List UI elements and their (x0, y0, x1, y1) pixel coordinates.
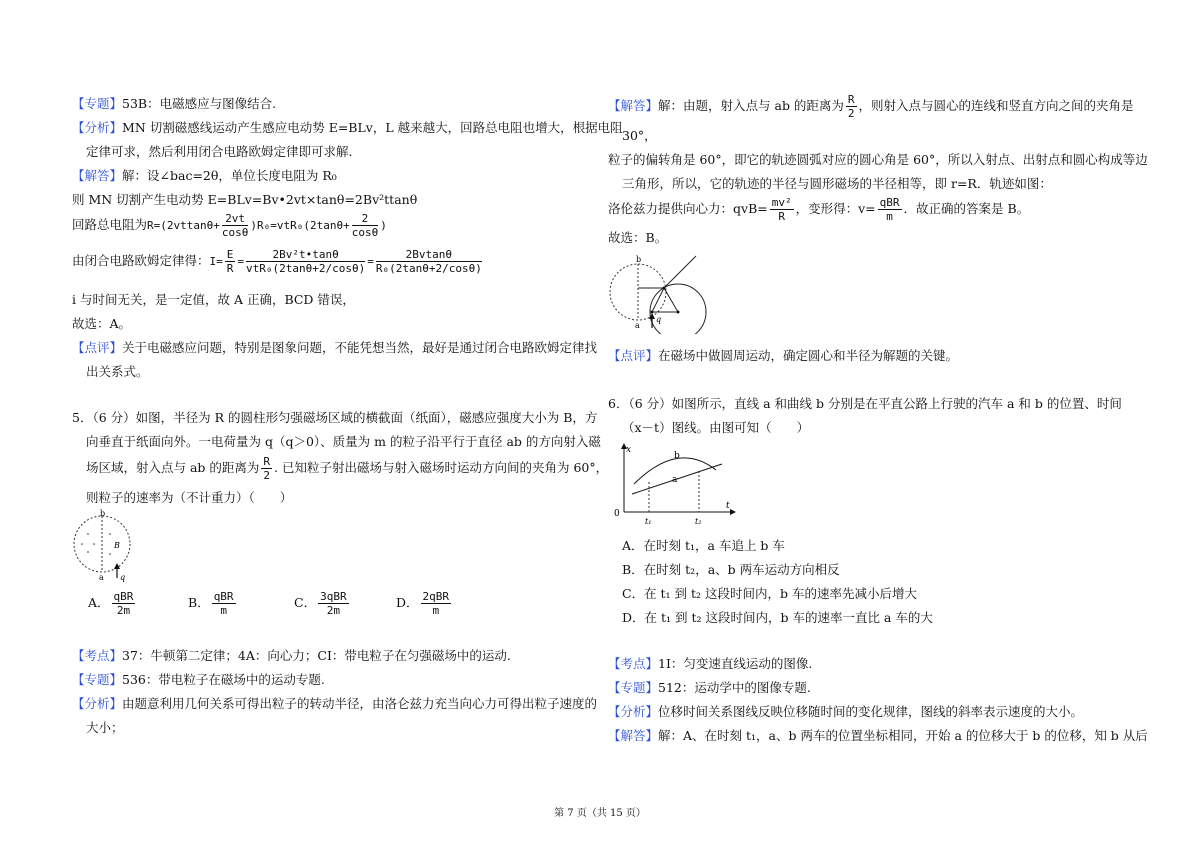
q5-analysis-cont: 大小； (86, 720, 124, 735)
exit-direction-line (664, 256, 696, 288)
fraction: $\frac{\text{2Bv²t•tanθ}}{\text{vtR₀(2tanθ+2/cosθ)}}$ (246, 248, 366, 275)
label-a: a (99, 573, 104, 582)
q5-analysis: 【分析】由题意利用几何关系可得出粒子的转动半径，由洛仑兹力充当向心力可得出粒子速度的 (72, 696, 598, 711)
p4-choice: 故选：A。 (72, 316, 132, 331)
q5-stem-4: 则粒子的速率为（不计重力）（ ） (86, 490, 293, 505)
q5-option-c[interactable]: C． $\frac{\text{3qBR}}{2m}$ (294, 590, 347, 617)
label-a: a (672, 475, 678, 485)
q6-analysis: 【分析】位移时间关系图线反映位移随时间的变化规律，图线的斜率表示速度的大小。 (608, 704, 1084, 719)
q6-option-c[interactable]: C．在 t₁ 到 t₂ 这段时间内，b 车的速率先减小后增大 (622, 586, 918, 601)
label-x: x (626, 445, 632, 455)
fraction: $\frac{R}{2}$ (263, 455, 271, 482)
p4-answer: 【解答】解：设∠bac=2θ，单位长度电阻为 R₀ (72, 168, 337, 183)
q5-option-a[interactable]: A． $\frac{\text{qBR}}{2m}$ (88, 590, 134, 617)
q5-option-d[interactable]: D． $\frac{\text{2qBR}}{m}$ (396, 590, 450, 617)
q5-answer-1: 【解答】解：由题，射入点与 ab 的距离为 $\frac{R}{2}$ ，则射入点与圆心的连线和竖直方向之间的夹角是 (608, 93, 1134, 120)
label-t: t (726, 501, 730, 511)
label-b: b (636, 255, 642, 264)
q5-answer-2: 30°， (622, 128, 657, 143)
radius-line (652, 288, 664, 312)
q5-figure (72, 508, 142, 586)
q6-option-d[interactable]: D．在 t₁ 到 t₂ 这段时间内，b 车的速率一直比 a 车的大 (622, 610, 933, 625)
p4-topic: 【专题】53B：电磁感应与图像结合. (72, 96, 277, 111)
label-b: b (674, 451, 680, 461)
label-B: B (114, 541, 120, 550)
p4-result: i 与时间无关，是一定值，故 A 正确，BCD 错误， (72, 292, 355, 307)
q5-stem-2: 向垂直于纸面向外。一电荷量为 q（q＞0）、质量为 m 的粒子沿平行于直径 ab 的方向射入磁 (86, 434, 601, 449)
q5-choice: 故选：B。 (608, 230, 668, 245)
q6-option-b[interactable]: B．在时刻 t₂，a、b 两车运动方向相反 (622, 562, 840, 577)
fraction: $\frac{\text{3qBR}}{2m}$ (320, 590, 347, 617)
label-a: a (635, 321, 640, 330)
q5-trajectory-figure (608, 250, 738, 334)
q6-point: 【考点】1I：匀变速直线运动的图像. (608, 656, 813, 671)
label-t2: t₂ (695, 517, 702, 526)
q5-stem-3: 场区域，射入点与 ab 的距离为 $\frac{R}{2}$ . 已知粒子射出磁场与射入磁场时运动方向间的夹角为 60°， (86, 455, 609, 482)
fraction: $\frac{\text{qBR}}{m}$ (213, 590, 234, 617)
q5-option-b[interactable]: B． $\frac{\text{qBR}}{m}$ (188, 590, 234, 617)
q6-answer: 【解答】解：A、在时刻 t₁，a、b 两车的位置坐标相同，开始 a 的位移大于 b 的位移，知 b 从后 (608, 728, 1148, 743)
q6-stem-2: （x－t）图线。由图可知（ ） (622, 420, 810, 435)
p4-resistance-line: 回路总电阻为R=(2vttanθ+ $\frac{2vt}{\cos\theta}$ )R₀=vtR₀(2tanθ+ $\frac{2}{\cos\theta}$ ) (72, 212, 387, 239)
fraction: $\frac{\text{qBR}}{m}$ (879, 196, 900, 223)
radius-line (664, 288, 678, 312)
q5-review: 【点评】在磁场中做圆周运动，确定圆心和半径为解题的关键。 (608, 348, 959, 363)
trajectory-circle (650, 284, 706, 334)
q5-answer-5: 洛伦兹力提供向心力：qvB= $\frac{\text{mv²}}{R}$ ，变形得：v= $\frac{\text{qBR}}{m}$ ．故正确的答案是 B。 (608, 196, 1030, 223)
label-t1: t₁ (645, 517, 652, 526)
q5-stem-1: 5．（6 分）如图，半径为 R 的圆柱形匀强磁场区域的横截面（纸面），磁感应强度大小为 B，方 (72, 410, 598, 425)
fraction: $\frac{\text{mv²}}{R}$ (771, 196, 792, 223)
label-q: q (656, 315, 662, 324)
q5-answer-3: 粒子的偏转角是 60°，即它的轨迹圆弧对应的圆心角是 60°，所以入射点、出射点和圆心构成等边 (608, 152, 1148, 167)
p4-current-line: 由闭合电路欧姆定律得：I= $\frac{E}{R}$ = $\frac{\text{2Bv²t•tanθ}}{\text{vtR₀(2tanθ+2/cosθ)}}$ = $\frac{2Bvtan\theta}{\text{R₀(2tanθ+2/cosθ)}}$ (72, 248, 482, 275)
q6-topic: 【专题】512：运动学中的图像专题. (608, 680, 811, 695)
fraction: $\frac{\text{2qBR}}{m}$ (422, 590, 450, 617)
q5-topic: 【专题】536：带电粒子在磁场中的运动专题. (72, 672, 325, 687)
p4-analysis: 【分析】MN 切割磁感线运动产生感应电动势 E=BLv，L 越来越大，回路总电阻也增大，根据电阻 (72, 120, 623, 135)
fraction: $\frac{2vt}{\cos\theta}$ (221, 212, 249, 239)
q5-point: 【考点】37：牛顿第二定律；4A：向心力；CI：带电粒子在匀强磁场中的运动. (72, 648, 511, 663)
q6-option-a[interactable]: A．在时刻 t₁，a 车追上 b 车 (622, 538, 785, 553)
q5-answer-4: 三角形，所以，它的轨迹的半径与圆形磁场的半径相等，即 r=R．轨迹如图： (622, 176, 1052, 191)
p4-emf-line: 则 MN 切割产生电动势 E=BLv=Bv•2vt×tanθ=2Bv²ttanθ (72, 192, 418, 207)
page-footer: 第 7 页（共 15 页） (554, 808, 646, 819)
fraction: $\frac{E}{R}$ (226, 248, 234, 275)
fraction: $\frac{2}{\cos\theta}$ (351, 212, 379, 239)
p4-analysis-cont: 定律可求，然后利用闭合电路欧姆定律即可求解. (86, 144, 353, 159)
q6-stem-1: 6．（6 分）如图所示，直线 a 和曲线 b 分别是在平直公路上行驶的汽车 a 和 b 的位置、时间 (608, 396, 1122, 411)
label-origin: 0 (614, 509, 620, 519)
p4-review-cont: 出关系式。 (86, 364, 149, 379)
fraction: $\frac{R}{2}$ (847, 93, 855, 120)
q6-xt-graph (612, 440, 742, 528)
label-b: b (100, 509, 106, 518)
label-q: q (120, 573, 126, 582)
p4-review: 【点评】关于电磁感应问题，特别是图象问题，不能凭想当然，最好是通过闭合电路欧姆定律找 (72, 340, 598, 355)
fraction: $\frac{2Bvtan\theta}{\text{R₀(2tanθ+2/cosθ)}}$ (375, 248, 482, 275)
fraction: $\frac{\text{qBR}}{2m}$ (113, 590, 134, 617)
